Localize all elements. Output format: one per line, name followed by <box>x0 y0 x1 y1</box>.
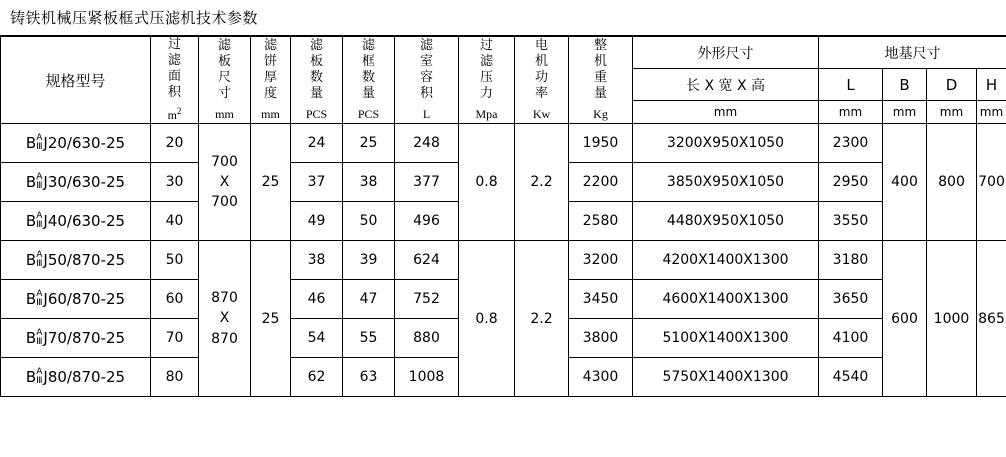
header-unit-machine-weight: Kg <box>593 107 608 122</box>
header-foundation-l: L <box>819 69 883 101</box>
header-unit-motor-power: Kw <box>532 107 551 122</box>
model-sub: Ⅲ <box>36 259 43 270</box>
cell-model <box>1 202 151 241</box>
cell-filter-area: 80 <box>151 358 199 397</box>
cell-model <box>1 163 151 202</box>
header-char: 压 <box>479 69 493 85</box>
cell-model <box>1 358 151 397</box>
cell-plate-count: 38 <box>291 241 343 280</box>
cell-overall-size: 3850X950X1050 <box>633 163 819 202</box>
header-char: 量 <box>361 85 375 101</box>
cell-chamber-volume: 1008 <box>395 358 459 397</box>
cell-overall-size: 4600X1400X1300 <box>633 280 819 319</box>
plate-size-line: 700 <box>211 153 238 170</box>
cell-machine-weight: 4300 <box>569 358 633 397</box>
cell-foundation-d-group-1: 800 <box>927 124 977 241</box>
header-char: 饼 <box>263 53 277 69</box>
header-char: 容 <box>419 69 433 85</box>
cell-plate-count: 37 <box>291 163 343 202</box>
cell-foundation-d-group-2: 1000 <box>927 241 977 397</box>
header-char: 板 <box>217 53 231 69</box>
cell-filter-area: 50 <box>151 241 199 280</box>
plate-size-line: 700 <box>211 194 238 211</box>
model-main: J20/630-25 <box>43 134 126 153</box>
cell-foundation-l: 3180 <box>819 241 883 280</box>
plate-size-line: X <box>219 173 230 190</box>
model-sup: A <box>36 172 43 183</box>
plate-size-line: X <box>219 310 230 327</box>
header-frame-count <box>343 37 395 124</box>
cell-machine-weight: 2200 <box>569 163 633 202</box>
cell-chamber-volume: 624 <box>395 241 459 280</box>
cell-model <box>1 124 151 163</box>
header-char: 功 <box>534 69 548 85</box>
cell-chamber-volume: 248 <box>395 124 459 163</box>
model-prefix: B <box>25 212 37 231</box>
model-prefix: B <box>25 329 37 348</box>
model-sub: Ⅲ <box>36 181 43 192</box>
header-machine-weight <box>569 37 633 124</box>
model-sup: A <box>36 289 43 300</box>
cell-plate-count: 24 <box>291 124 343 163</box>
cell-filter-pressure-group-2: 0.8 <box>459 241 515 397</box>
model-prefix: B <box>25 251 37 270</box>
header-char: 整 <box>593 38 607 53</box>
header-char: 数 <box>361 69 375 85</box>
header-unit-plate-count: PCS <box>305 107 328 122</box>
header-char: 板 <box>309 53 323 69</box>
header-filter-area <box>151 37 199 124</box>
header-char: 厚 <box>263 69 277 85</box>
header-foundation-size-group: 地基尺寸 <box>819 37 1006 69</box>
model-sup: A <box>36 367 43 378</box>
model-main: J40/630-25 <box>43 212 126 231</box>
cell-machine-weight: 2580 <box>569 202 633 241</box>
header-unit-foundation-d: mm <box>927 101 977 124</box>
header-char: 过 <box>479 38 493 53</box>
cell-filter-area: 70 <box>151 319 199 358</box>
cell-plate-count: 49 <box>291 202 343 241</box>
plate-size-line: 870 <box>211 330 238 347</box>
document-title-bar <box>0 0 1006 36</box>
cell-frame-count: 63 <box>343 358 395 397</box>
model-prefix: B <box>25 368 37 387</box>
header-char: 数 <box>309 69 323 85</box>
cell-machine-weight: 3450 <box>569 280 633 319</box>
header-char: 量 <box>309 85 323 101</box>
header-char: 率 <box>534 85 548 101</box>
cell-motor-power-group-1: 2.2 <box>515 124 569 241</box>
cell-motor-power-group-2: 2.2 <box>515 241 569 397</box>
cell-plate-count: 54 <box>291 319 343 358</box>
model-sub: Ⅲ <box>36 376 43 387</box>
model-main: J60/870-25 <box>43 290 126 309</box>
header-foundation-h: H <box>977 69 1006 101</box>
cell-machine-weight: 1950 <box>569 124 633 163</box>
cell-frame-count: 25 <box>343 124 395 163</box>
cell-chamber-volume: 377 <box>395 163 459 202</box>
header-char: 滤 <box>419 38 433 53</box>
header-char: 滤 <box>479 53 493 69</box>
header-unit-foundation-h: mm <box>977 101 1006 124</box>
cell-overall-size: 4480X950X1050 <box>633 202 819 241</box>
model-sup: A <box>36 133 43 144</box>
table-header-row <box>1 37 1006 69</box>
cell-foundation-l: 3550 <box>819 202 883 241</box>
header-unit-filter-pressure: Mpa <box>475 107 498 122</box>
header-unit-foundation-l: mm <box>819 101 883 124</box>
header-unit-filter-area: $m^2$ <box>167 106 182 123</box>
header-filter-pressure <box>459 37 515 124</box>
header-plate-count <box>291 37 343 124</box>
table-row <box>1 241 1006 280</box>
cell-machine-weight: 3200 <box>569 241 633 280</box>
header-char: 滤 <box>263 38 277 53</box>
header-char: 量 <box>593 85 607 101</box>
model-sub: Ⅲ <box>36 337 43 348</box>
page-title: 铸铁机械压紧板框式压滤机技术参数 <box>10 9 259 27</box>
model-main: J70/870-25 <box>43 329 126 348</box>
header-unit-foundation-b: mm <box>883 101 927 124</box>
header-unit-frame-count: PCS <box>357 107 380 122</box>
model-sup: A <box>36 211 43 222</box>
header-model: 规格型号 <box>1 37 151 124</box>
cell-foundation-l: 2950 <box>819 163 883 202</box>
header-char: 积 <box>167 84 181 100</box>
cell-model <box>1 319 151 358</box>
header-char: 寸 <box>217 85 231 101</box>
cell-chamber-volume: 496 <box>395 202 459 241</box>
header-char: 过 <box>167 37 181 52</box>
header-char: 电 <box>534 38 548 53</box>
header-char: 积 <box>419 85 433 101</box>
cell-foundation-l: 4540 <box>819 358 883 397</box>
model-sup: A <box>36 328 43 339</box>
cell-foundation-h-group-2: 865 <box>977 241 1006 397</box>
header-overall-size-sub: 长 X 宽 X 高 <box>633 69 819 101</box>
header-char: 力 <box>479 85 493 101</box>
cell-filter-area: 60 <box>151 280 199 319</box>
cell-foundation-h-group-1: 700 <box>977 124 1006 241</box>
cell-frame-count: 55 <box>343 319 395 358</box>
header-char: 机 <box>534 53 548 69</box>
cell-foundation-l: 3650 <box>819 280 883 319</box>
header-char: 滤 <box>309 38 323 53</box>
model-prefix: B <box>25 173 37 192</box>
header-char: 室 <box>419 53 433 69</box>
model-main: J50/870-25 <box>43 251 126 270</box>
header-char: 框 <box>361 53 375 69</box>
cell-model <box>1 280 151 319</box>
cell-filter-pressure-group-1: 0.8 <box>459 124 515 241</box>
table-row <box>1 124 1006 163</box>
header-char: 机 <box>593 53 607 69</box>
header-cake-thickness <box>251 37 291 124</box>
cell-plate-count: 46 <box>291 280 343 319</box>
cell-overall-size: 5750X1400X1300 <box>633 358 819 397</box>
header-motor-power <box>515 37 569 124</box>
model-main: J80/870-25 <box>43 368 126 387</box>
cell-plate-size-group-2 <box>199 241 251 397</box>
cell-filter-area: 20 <box>151 124 199 163</box>
header-char: 度 <box>263 85 277 101</box>
cell-foundation-l: 4100 <box>819 319 883 358</box>
cell-cake-thickness-group-2: 25 <box>251 241 291 397</box>
model-sub: Ⅲ <box>36 220 43 231</box>
cell-overall-size: 3200X950X1050 <box>633 124 819 163</box>
header-char: 滤 <box>167 52 181 68</box>
cell-overall-size: 4200X1400X1300 <box>633 241 819 280</box>
header-plate-size <box>199 37 251 124</box>
cell-frame-count: 47 <box>343 280 395 319</box>
header-unit-plate-size: mm <box>215 107 234 122</box>
header-unit-cake-thickness: mm <box>261 107 280 122</box>
header-unit-overall-size: mm <box>633 101 819 124</box>
cell-foundation-l: 2300 <box>819 124 883 163</box>
cell-filter-area: 30 <box>151 163 199 202</box>
cell-cake-thickness-group-1: 25 <box>251 124 291 241</box>
specifications-table <box>0 36 1006 397</box>
cell-frame-count: 50 <box>343 202 395 241</box>
model-sub: Ⅲ <box>36 142 43 153</box>
header-foundation-d: D <box>927 69 977 101</box>
cell-chamber-volume: 752 <box>395 280 459 319</box>
model-sub: Ⅲ <box>36 298 43 309</box>
cell-frame-count: 39 <box>343 241 395 280</box>
header-unit-chamber-volume: L <box>422 107 431 122</box>
cell-foundation-b-group-1: 400 <box>883 124 927 241</box>
model-prefix: B <box>25 290 37 309</box>
cell-filter-area: 40 <box>151 202 199 241</box>
cell-foundation-b-group-2: 600 <box>883 241 927 397</box>
cell-plate-size-group-1 <box>199 124 251 241</box>
header-chamber-volume <box>395 37 459 124</box>
header-char: 尺 <box>217 69 231 85</box>
cell-overall-size: 5100X1400X1300 <box>633 319 819 358</box>
header-char: 重 <box>593 69 607 85</box>
cell-frame-count: 38 <box>343 163 395 202</box>
plate-size-line: 870 <box>211 290 238 307</box>
model-main: J30/630-25 <box>43 173 126 192</box>
model-sup: A <box>36 250 43 261</box>
header-foundation-b: B <box>883 69 927 101</box>
cell-chamber-volume: 880 <box>395 319 459 358</box>
header-char: 面 <box>167 68 181 84</box>
cell-model <box>1 241 151 280</box>
model-prefix: B <box>25 134 37 153</box>
cell-machine-weight: 3800 <box>569 319 633 358</box>
header-overall-size-group: 外形尺寸 <box>633 37 819 69</box>
header-char: 滤 <box>217 38 231 53</box>
header-char: 滤 <box>361 38 375 53</box>
cell-plate-count: 62 <box>291 358 343 397</box>
